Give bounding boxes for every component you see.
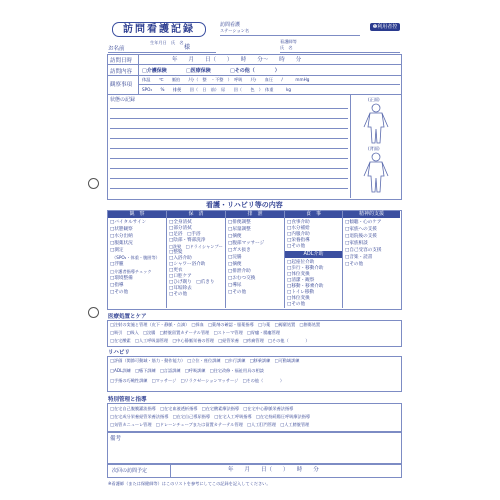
care-item-note: （SPO₂・体重・腹囲等）	[112, 255, 160, 260]
care-item[interactable]: □整髪	[169, 250, 183, 255]
care-item[interactable]: □陰部・臀部洗浄	[169, 238, 206, 243]
status-record-label: 状態の記録	[110, 97, 136, 103]
care-item[interactable]: □排泄介助	[228, 269, 251, 274]
care-item[interactable]: □尿量調整	[228, 227, 251, 232]
care-item[interactable]: □状態観察	[110, 227, 133, 232]
care-item[interactable]: □食事介助	[287, 220, 310, 225]
care-item[interactable]: □足浴 □手浴	[169, 232, 201, 237]
user-copy-badge: ❶利用者控	[370, 23, 400, 31]
care-item[interactable]: □その他	[169, 292, 188, 297]
body-front-diagram[interactable]	[358, 103, 394, 145]
body-back-diagram[interactable]	[358, 152, 394, 194]
back-view-label: (背面)	[368, 146, 380, 151]
name-suffix: 様	[184, 44, 191, 51]
care-item[interactable]: □摘便	[228, 262, 242, 267]
care-item[interactable]: □耳垢除去	[169, 286, 192, 291]
care-item[interactable]: □体位変換	[287, 272, 310, 277]
care-item[interactable]: □入浴介助	[169, 256, 192, 261]
care-item[interactable]: □おむつ交換	[228, 276, 256, 281]
medical-row[interactable]: □吸引 □吸入 □浣腸 □膀胱留置カテーテル管理 □ストーマ管理 □胃瘻・腸瘻管理	[110, 330, 281, 335]
care-item[interactable]: □バイタルサイン	[110, 220, 147, 225]
care-item[interactable]: □服薬状況	[110, 241, 133, 246]
page-title: 訪問看護記録	[112, 22, 206, 37]
observation-row-excretion[interactable]: SPO₂ % 排便 回（ 日 前） 尿 回（ 色 ） 体重 kg	[142, 87, 292, 92]
binder-hole-top	[88, 178, 99, 189]
care-item[interactable]: □その他	[287, 244, 306, 249]
care-item[interactable]: □口腔ケア	[169, 274, 192, 279]
care-item[interactable]: □導尿	[228, 283, 242, 288]
observation-label: 観察事項	[110, 82, 133, 88]
name-sub-label: 生年月日 氏 名	[150, 40, 184, 45]
remarks-box[interactable]	[107, 432, 402, 464]
care-item[interactable]: □起座位介助	[287, 260, 315, 265]
care-item[interactable]: □自己受容の支援	[345, 248, 382, 253]
care-item[interactable]: □その他	[110, 290, 129, 295]
care-item[interactable]: □内服介助	[287, 232, 310, 237]
care-item[interactable]: □部分清拭	[169, 226, 192, 231]
next-visit-label: 次回の訪問予定	[112, 468, 148, 474]
care-section-title: 看護・リハビリ等の内容	[206, 201, 283, 209]
col-header-observation: 観 察	[108, 211, 166, 218]
special-section-title: 特別管理と指導	[108, 397, 147, 403]
care-item[interactable]: □その他	[228, 290, 247, 295]
care-item[interactable]: □移動・移乗介助	[287, 284, 324, 289]
care-item[interactable]: □トイレ移動	[287, 290, 315, 295]
care-item[interactable]: □環境整備	[110, 276, 133, 281]
medical-row[interactable]: □在宅酸素 □人工呼吸器管理 □中心静脈栄養の管理 □経管栄養 □疼痛管理 □その他（ ）	[110, 338, 310, 343]
care-item[interactable]: □歩行・移動介助	[287, 266, 324, 271]
agency-sub-label: ステーション名	[220, 28, 250, 33]
special-row[interactable]: □在宅自己腹膜灌流指導 □在宅血液透析指導 □在宅酸素療法指導 □在宅中心静脈栄養法指導	[110, 406, 294, 411]
care-item[interactable]: □摘便	[228, 234, 242, 239]
medical-section-title: 医療処置とケア	[108, 314, 147, 320]
care-item[interactable]: □家族への支援	[345, 227, 377, 232]
care-item[interactable]: □介護者指導チェック	[110, 269, 152, 274]
option-medical-insurance[interactable]: □医療保険	[186, 68, 211, 74]
care-item[interactable]: □浣腸	[228, 255, 242, 260]
care-item[interactable]: □シャワー浴介助	[169, 262, 206, 267]
recorder-sub-label: 氏 名	[280, 45, 293, 50]
care-item[interactable]: □清潔・観察	[287, 278, 315, 283]
care-item[interactable]: □測定	[110, 248, 124, 253]
name-label: お名前	[108, 46, 125, 52]
col-header-meal: 食 事	[285, 211, 342, 218]
col-header-excretion: 排 泄	[226, 211, 284, 218]
special-row[interactable]: □気管カニューレ管理 □ドレーンチューブまたは留置カテーテル管理 □人工肛門管理 □人工膀胱管理	[110, 422, 310, 427]
visit-date-field[interactable]: 年 月 日（ ） 時 分～ 時 分	[172, 57, 302, 63]
care-item[interactable]: □その他	[345, 262, 364, 267]
agency-label: 訪問看護	[220, 22, 241, 28]
rehab-row[interactable]: □評価（関節可動域・筋力・動作能力） □立位・座位訓練 □歩行訓練 □移乗訓練 □可動域訓練	[110, 358, 300, 363]
status-record-area[interactable]	[110, 100, 348, 194]
care-item[interactable]: □腹部マッサージ	[228, 241, 265, 246]
special-row[interactable]: □在宅成分栄養経管栄養法指導 □在宅自己導尿指導 □在宅人工呼吸指導 □在宅持続陽圧呼吸療法指導	[110, 414, 311, 419]
care-item[interactable]: □その他	[287, 302, 306, 307]
col-header-mental-support: 精神的支援	[343, 211, 400, 218]
rehab-row[interactable]: □ADL訓練 □嚥下訓練 □言語訓練 □呼吸訓練 □住宅改修・福祉用具の相談	[110, 368, 264, 373]
care-item[interactable]: □ガス抜き	[228, 248, 251, 253]
care-item[interactable]: □洗髪 □ドライシャンプー	[169, 244, 223, 249]
care-item[interactable]: □浮腫	[110, 262, 124, 267]
care-item[interactable]: □退院後の支援	[345, 234, 377, 239]
rehab-section-title: リハビリ	[108, 350, 130, 356]
col-header-hygiene: 保 清	[167, 211, 225, 218]
care-item[interactable]: □栄養指導	[287, 238, 310, 243]
visit-type-label: 訪問内容	[110, 69, 133, 75]
care-item[interactable]: □水分補給	[287, 226, 310, 231]
subheader-adl-assistance: ADL介助	[285, 251, 342, 258]
care-item[interactable]: □ひげ剃り □爪きり	[169, 280, 215, 285]
visit-date-label: 訪問日時	[110, 58, 133, 64]
care-item[interactable]: □家族相談	[345, 241, 368, 246]
next-visit-field[interactable]: 年 月 日（ ） 時 分	[228, 467, 319, 473]
care-item[interactable]: □指導	[110, 283, 124, 288]
remarks-label: 備考	[110, 436, 122, 442]
care-item[interactable]: □水分出納	[110, 234, 133, 239]
observation-row-vitals[interactable]: 体温 ℃ 脈拍 /分（ 整 ・不整 ） 呼吸 /分 血圧 / mmHg	[142, 77, 310, 82]
front-view-label: (正面)	[368, 97, 380, 102]
care-item[interactable]: □傾聴・心のケア	[345, 220, 382, 225]
footer-note: ※看護師（または保健師等）はこのリストを参考にしてこの記録を記入してください。	[108, 481, 271, 486]
recorder-label: 看護師等	[280, 39, 297, 44]
care-item[interactable]: □全身清拭	[169, 220, 192, 225]
care-item[interactable]: □音楽・読書	[345, 255, 373, 260]
care-item[interactable]: □排便調整	[228, 220, 251, 225]
care-item[interactable]: □更衣	[169, 268, 183, 273]
medical-row[interactable]: □注射の実施と管理（皮下・静脈・点滴） □採血 □薬剤の確認・服薬指導 □与薬 □褥瘡処置 □創傷処置	[110, 322, 321, 327]
option-care-insurance[interactable]: □介護保険	[142, 68, 167, 74]
binder-hole-bottom	[88, 307, 99, 318]
care-item[interactable]: □体位変換	[287, 296, 310, 301]
option-other[interactable]: □その他（ ）	[230, 68, 280, 74]
rehab-row[interactable]: □手指の巧緻性訓練 □マッサージ □リラクゼーションマッサージ □その他（ ）	[110, 378, 285, 383]
